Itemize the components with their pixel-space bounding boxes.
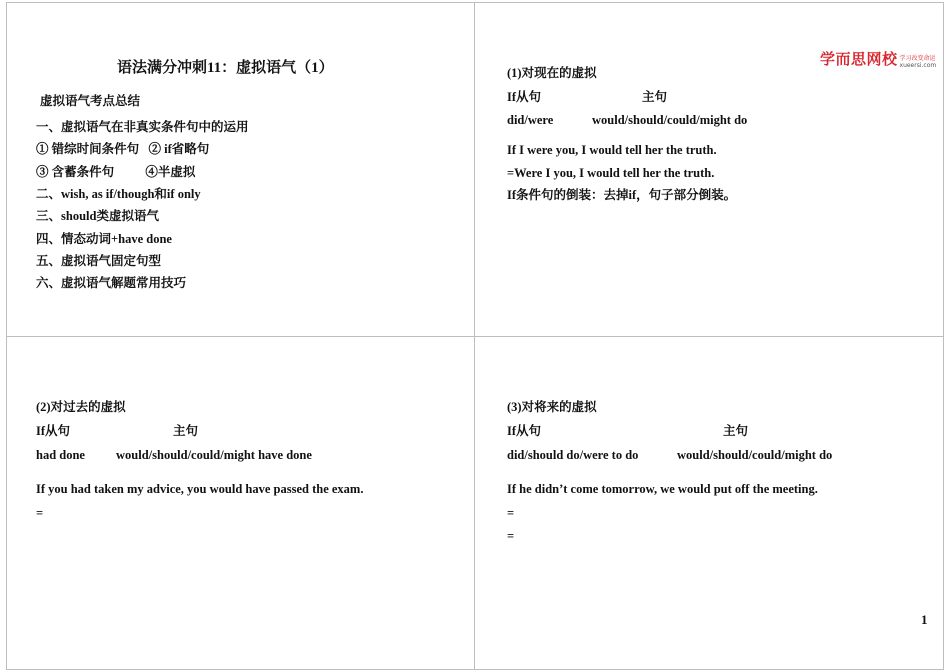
slide4-heading: (3)对将来的虚拟 bbox=[507, 400, 597, 414]
slide2-col-if: If从句 bbox=[507, 90, 542, 104]
slide2-form-main: would/should/could/might do bbox=[592, 113, 748, 127]
slide3-col-main: 主句 bbox=[173, 424, 199, 438]
xueersi-logo bbox=[820, 47, 936, 69]
slide4-form-if: did/should do/were to do bbox=[507, 448, 639, 462]
slide4-blank: = bbox=[507, 529, 515, 543]
logo-tagline: 学习改变命运 bbox=[899, 55, 936, 62]
page-number: 1 bbox=[921, 612, 928, 627]
slide1-item: 三、should类虚拟语气 bbox=[36, 209, 159, 223]
slide1-item: ③ 含蓄条件句 ④半虚拟 bbox=[36, 165, 196, 179]
slide3-col-if: If从句 bbox=[36, 424, 71, 438]
slide1-title: 语法满分冲刺11：虚拟语气（1） bbox=[117, 60, 334, 76]
slide2-note: If条件句的倒装：去掉if，句子部分倒装。 bbox=[507, 188, 737, 202]
slide1-item: 二、wish, as if/though和if only bbox=[36, 187, 201, 201]
slide2-col-main: 主句 bbox=[642, 90, 668, 104]
slide4-form-main: would/should/could/might do bbox=[677, 448, 833, 462]
slide2-example1: If I were you, I would tell her the truth. bbox=[507, 143, 717, 157]
slide1-item: 六、虚拟语气解题常用技巧 bbox=[36, 276, 187, 290]
slide2-heading: (1)对现在的虚拟 bbox=[507, 66, 597, 80]
slide4-col-main: 主句 bbox=[723, 424, 749, 438]
horizontal-divider bbox=[6, 336, 944, 337]
slide3-blank: = bbox=[36, 506, 44, 520]
slide3-example1: If you had taken my advice, you would have passed the exam. bbox=[36, 482, 364, 496]
slide1-item: ① 错综时间条件句 ② if省略句 bbox=[36, 142, 210, 156]
slide3-form-main: would/should/could/might have done bbox=[116, 448, 312, 462]
slide4-col-if: If从句 bbox=[507, 424, 542, 438]
slide3-heading: (2)对过去的虚拟 bbox=[36, 400, 126, 414]
slide1-subtitle: 虚拟语气考点总结 bbox=[40, 94, 141, 108]
slide2-example2: =Were I you, I would tell her the truth. bbox=[507, 166, 715, 180]
slide3-form-if: had done bbox=[36, 448, 85, 462]
logo-side bbox=[900, 55, 937, 69]
logo-url: xueersi.com bbox=[899, 62, 937, 69]
slide1-item: 五、虚拟语气固定句型 bbox=[36, 254, 162, 268]
slide4-example1: If he didn’t come tomorrow, we would put off the meeting. bbox=[507, 482, 818, 496]
slide1-item: 一、虚拟语气在非真实条件句中的运用 bbox=[36, 120, 249, 134]
slide4-blank: = bbox=[507, 506, 515, 520]
slide1-item: 四、情态动词+have done bbox=[36, 232, 172, 246]
slide2-form-if: did/were bbox=[507, 113, 554, 127]
logo-name: 学而思网校 bbox=[820, 50, 898, 68]
